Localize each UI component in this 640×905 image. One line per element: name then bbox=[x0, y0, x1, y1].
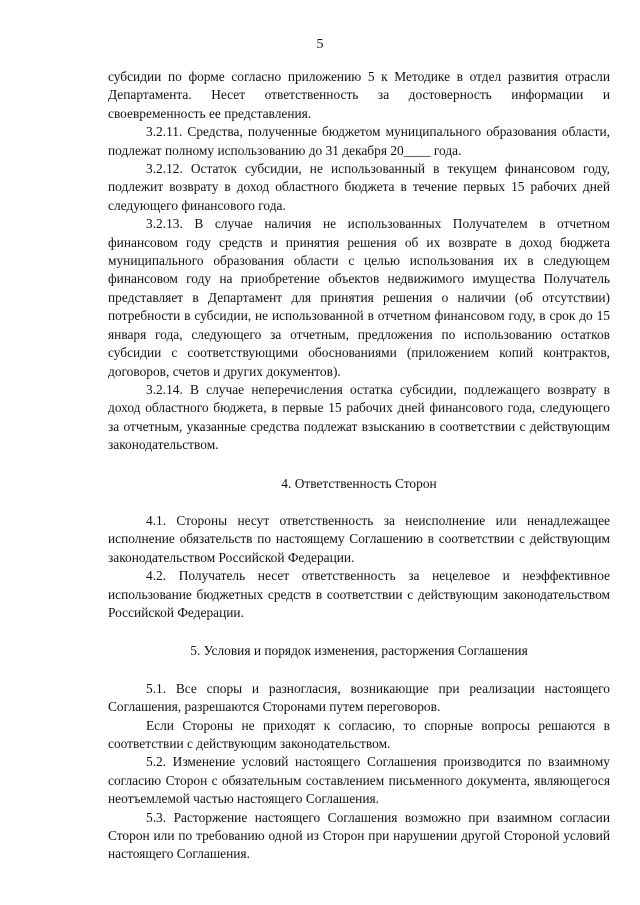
paragraph-subsidy-report: субсидии по форме согласно приложению 5 к Методике в отдел развития отрасли Департамента. Несет ответственность за достоверность информации и своевременность ее представления. bbox=[108, 69, 610, 121]
paragraph-3-2-11: 3.2.11. Средства, полученные бюджетом муниципального образования области, подлежат полному использованию до 31 декабря 20____ года. bbox=[108, 124, 610, 158]
paragraph-3-2-14: 3.2.14. В случае неперечисления остатка субсидии, подлежащего возврату в доход областного бюджета, в первые 15 рабочих дней финансового года, следующего за отчетным, указанные средства подлежат взысканию в соответствии с действующим законодательством. bbox=[108, 381, 610, 453]
document-body bbox=[108, 68, 610, 864]
paragraph-5-1-continued: Если Стороны не приходят к согласию, то спорные вопросы решаются в соответствии с действующим законодательством. bbox=[108, 717, 610, 751]
page-number: 5 bbox=[316, 37, 324, 52]
paragraph-5-3: 5.3. Расторжение настоящего Соглашения возможно при взаимном согласии Сторон или по требованию одной из Сторон при нарушении другой Стороной условий настоящего Соглашения. bbox=[108, 809, 610, 862]
section-4-heading: 4. Ответственность Сторон bbox=[281, 475, 437, 491]
section-5-heading: 5. Условия и порядок изменения, расторжения Соглашения bbox=[190, 643, 528, 659]
paragraph-3-2-12: 3.2.12. Остаток субсидии, не использованный в текущем финансовом году, подлежит возврату в доход областного бюджета в течение первых 15 рабочих дней следующего финансового года. bbox=[108, 161, 610, 213]
paragraph-4-2: 4.2. Получатель несет ответственность за нецелевое и неэффективное использование бюджетных средств в соответствии с действующим законодательством Российской Федерации. bbox=[108, 568, 610, 620]
paragraph-5-1: 5.1. Все споры и разногласия, возникающие при реализации настоящего Соглашения, разрешаются Сторонами путем переговоров. bbox=[108, 680, 610, 715]
paragraph-5-2: 5.2. Изменение условий настоящего Соглашения производится по взаимному согласию Сторон с обязательным составлением письменного документа, являющегося неотъемлемой частью настоящего Соглашения. bbox=[108, 754, 610, 807]
paragraph-3-2-13: 3.2.13. В случае наличия не использованных Получателем в отчетном финансовом году средств и принятия решения об их возврате в доход бюджета муниципального образования области с целью использования их в следующем финансовом году на приобретение объектов недвижимого имущества Получатель представляет в Департамент для принятия решения о наличии (об отсутствии) потребности в субсидии, не использованной в отчетном финансовом году, в срок до 15 января года, следующего за отчетным, предложения по использованию остатков субсидии с соответствующими обоснованиями (приложением копий контрактов, договоров, счетов и других документов). bbox=[108, 216, 610, 379]
paragraph-4-1: 4.1. Стороны несут ответственность за неисполнение или ненадлежащее исполнение обязательств по настоящему Соглашению в соответствии с действующим законодательством Российской Федерации. bbox=[108, 512, 610, 565]
